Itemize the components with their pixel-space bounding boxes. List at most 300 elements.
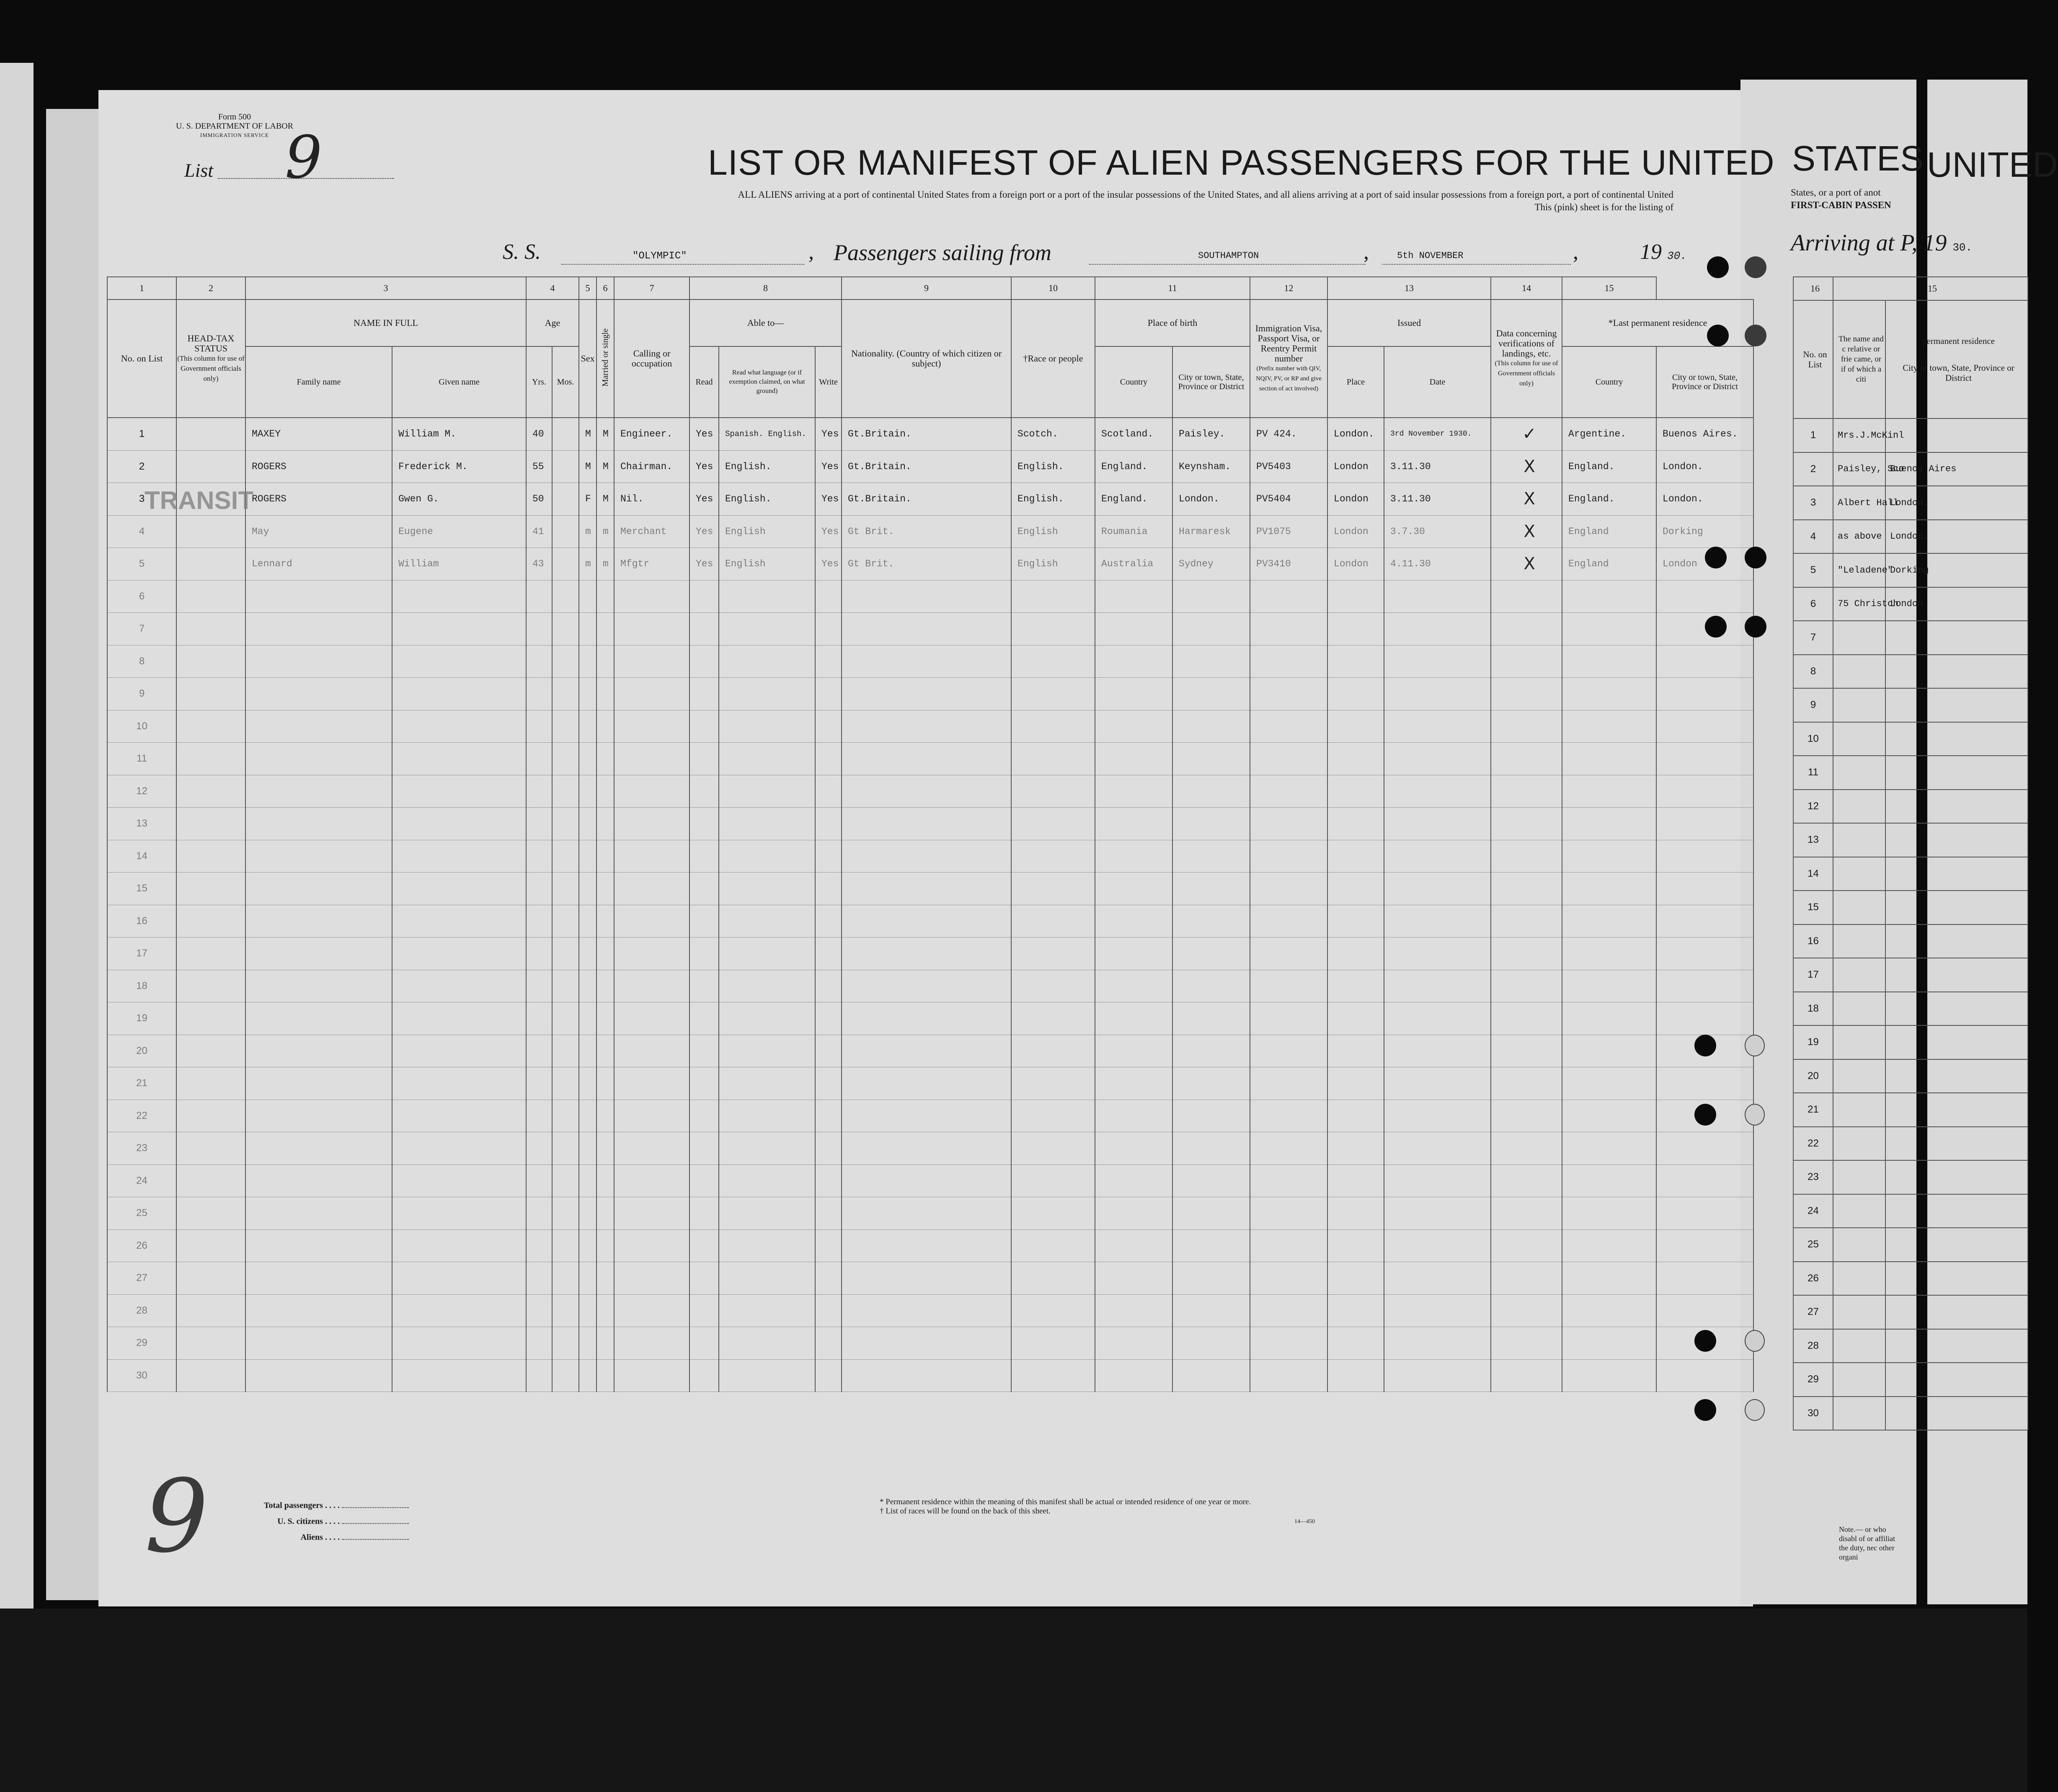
continuation-row: [1793, 688, 2028, 722]
continuation-city: [1885, 1059, 2028, 1093]
cell-head: [176, 678, 245, 710]
cell-res-country: England: [1562, 515, 1656, 548]
cell-check: [1491, 1359, 1562, 1392]
cell-head: [176, 450, 245, 483]
cell-nationality: [842, 873, 1011, 905]
continuation-row: [1793, 1127, 2028, 1161]
cell-date: [1384, 743, 1491, 775]
cell-language: [719, 970, 815, 1002]
header-row-1: [107, 300, 1753, 346]
cell-language: [719, 1067, 815, 1100]
cell-write: Yes: [815, 483, 842, 516]
cell-read: [689, 775, 719, 808]
continuation-relative: as above: [1833, 520, 1885, 554]
cell-no: 13: [107, 808, 176, 840]
cell-calling: [614, 1002, 689, 1035]
cell-no: 1: [107, 418, 176, 450]
arriving-label: Arriving at P, 19 30.: [1791, 230, 1973, 256]
cell-married: [596, 775, 614, 808]
col-num-4: 4: [526, 277, 579, 300]
cell-yrs: [526, 808, 552, 840]
cell-city: [1172, 1229, 1250, 1262]
cell-yrs: [526, 1067, 552, 1100]
cell-sex: [579, 1229, 596, 1262]
cell-mos: [552, 840, 579, 873]
continuation-city: [1885, 1329, 2028, 1363]
cell-nationality: Gt.Britain.: [842, 450, 1011, 483]
cell-write: [815, 1035, 842, 1067]
footnote-races: † List of races will be found on the back of this sheet.: [880, 1507, 1051, 1516]
cell-given: [392, 1002, 526, 1035]
year-prefix: 19: [1640, 240, 1662, 264]
cell-calling: Chairman.: [614, 450, 689, 483]
cell-no: 29: [107, 1327, 176, 1360]
continuation-row-number: 9: [1793, 688, 1833, 722]
cell-visa: [1250, 743, 1327, 775]
cell-sex: [579, 1197, 596, 1230]
continuation-row: [1793, 1059, 2028, 1093]
cell-no: 8: [107, 645, 176, 678]
cell-yrs: [526, 1165, 552, 1197]
continuation-city: London: [1885, 587, 2028, 621]
cell-res-country: [1562, 970, 1656, 1002]
cell-given: Gwen G.: [392, 483, 526, 516]
cell-res-country: [1562, 743, 1656, 775]
cell-yrs: [526, 1262, 552, 1295]
cell-no: 28: [107, 1294, 176, 1327]
cell-visa: [1250, 1165, 1327, 1197]
cell-race: [1011, 808, 1095, 840]
manifest-title-right: UNITED: [1927, 145, 2058, 184]
header-family-name: Family name: [245, 346, 392, 418]
continuation-relative: [1833, 891, 1885, 924]
cell-head: [176, 970, 245, 1002]
cell-calling: [614, 1359, 689, 1392]
table-row: [107, 1229, 1753, 1262]
cell-res-country: [1562, 580, 1656, 613]
table-row: [107, 450, 1753, 483]
intro-right-line-2: FIRST-CABIN PASSEN: [1791, 200, 1891, 210]
cell-visa: [1250, 1359, 1327, 1392]
manifest-title-continued: STATES: [1792, 139, 1924, 178]
cell-check: X: [1491, 515, 1562, 548]
continuation-header-row: [1793, 300, 2028, 418]
cell-res-country: [1562, 1359, 1656, 1392]
cell-city: Keynsham.: [1172, 450, 1250, 483]
cell-visa: [1250, 1067, 1327, 1100]
table-row: [107, 1359, 1753, 1392]
cell-write: [815, 937, 842, 970]
cell-read: [689, 970, 719, 1002]
cell-place: [1327, 580, 1384, 613]
cell-given: Frederick M.: [392, 450, 526, 483]
continuation-city: Buenos Aires: [1885, 452, 2028, 486]
cell-write: [815, 873, 842, 905]
cell-place: [1327, 808, 1384, 840]
punch-hole: [1694, 1104, 1716, 1126]
cell-no: 18: [107, 970, 176, 1002]
cell-read: [689, 905, 719, 937]
cell-country: [1095, 840, 1172, 873]
cell-language: [719, 873, 815, 905]
cell-yrs: [526, 1294, 552, 1327]
cell-check: [1491, 1035, 1562, 1067]
cell-read: [689, 1067, 719, 1100]
continuation-col-16: 16: [1793, 277, 1833, 300]
cell-sex: [579, 743, 596, 775]
cell-res-city: [1656, 580, 1753, 613]
cell-yrs: [526, 743, 552, 775]
cell-mos: [552, 1294, 579, 1327]
col-num-8: 8: [689, 277, 842, 300]
continuation-city: Dorking: [1885, 553, 2028, 587]
continuation-row-number: 17: [1793, 958, 1833, 992]
cell-read: Yes: [689, 548, 719, 581]
col-num-9: 9: [842, 277, 1011, 300]
port-line: [1089, 264, 1366, 265]
continuation-relative: [1833, 722, 1885, 756]
continuation-row-number: 18: [1793, 992, 1833, 1026]
cell-married: [596, 1002, 614, 1035]
cell-date: [1384, 580, 1491, 613]
table-row: [107, 1294, 1753, 1327]
cell-check: [1491, 1067, 1562, 1100]
port-name: SOUTHAMPTON: [1198, 250, 1259, 261]
cell-country: [1095, 808, 1172, 840]
cell-language: [719, 1002, 815, 1035]
cell-city: [1172, 1067, 1250, 1100]
cell-given: [392, 1100, 526, 1132]
col-num-15: 15: [1562, 277, 1656, 300]
cell-language: Spanish. English.: [719, 418, 815, 450]
cell-language: [719, 1229, 815, 1262]
footnote-residence: * Permanent residence within the meaning of this manifest shall be actual or intended residence of one year or more.: [880, 1498, 1251, 1506]
cell-married: [596, 1100, 614, 1132]
continuation-city: [1885, 958, 2028, 992]
cell-date: [1384, 1327, 1491, 1360]
cell-mos: [552, 418, 579, 450]
cell-married: [596, 1229, 614, 1262]
cell-nationality: [842, 678, 1011, 710]
cell-country: [1095, 678, 1172, 710]
continuation-city: [1885, 992, 2028, 1026]
cell-check: [1491, 905, 1562, 937]
punch-hole: [1745, 325, 1766, 346]
cell-date: [1384, 710, 1491, 743]
cell-given: Eugene: [392, 515, 526, 548]
cell-res-country: Argentine.: [1562, 418, 1656, 450]
cell-res-country: England.: [1562, 483, 1656, 516]
cell-family: [245, 743, 392, 775]
cell-mos: [552, 743, 579, 775]
table-row: [107, 873, 1753, 905]
cell-read: [689, 743, 719, 775]
cell-married: [596, 743, 614, 775]
cell-place: [1327, 1035, 1384, 1067]
cell-language: [719, 775, 815, 808]
cell-write: [815, 645, 842, 678]
continuation-row-number: 10: [1793, 722, 1833, 756]
continuation-city: [1885, 756, 2028, 790]
cell-write: Yes: [815, 450, 842, 483]
cell-check: [1491, 1165, 1562, 1197]
cell-race: [1011, 743, 1095, 775]
cell-check: X: [1491, 450, 1562, 483]
cell-mos: [552, 937, 579, 970]
cell-check: X: [1491, 483, 1562, 516]
continuation-header-residence: permanent residence City or town, State, Province or District: [1885, 300, 2028, 418]
header-given-name: Given name: [392, 346, 526, 418]
cell-sex: [579, 840, 596, 873]
cell-yrs: [526, 580, 552, 613]
cell-no: 10: [107, 710, 176, 743]
cell-head: [176, 808, 245, 840]
col-num-14: 14: [1491, 277, 1562, 300]
cell-check: [1491, 873, 1562, 905]
cell-head: [176, 1035, 245, 1067]
cell-date: [1384, 1229, 1491, 1262]
continuation-row-number: 1: [1793, 418, 1833, 452]
continuation-row-number: 13: [1793, 823, 1833, 857]
cell-head: [176, 1132, 245, 1165]
cell-country: [1095, 1197, 1172, 1230]
ss-label: S. S.: [503, 240, 541, 264]
col-num-1: 1: [107, 277, 176, 300]
header-no-on-list: No. on List: [107, 300, 176, 418]
cell-married: [596, 1327, 614, 1360]
cell-family: [245, 905, 392, 937]
ship-name: "OLYMPIC": [633, 250, 687, 262]
cell-head: [176, 743, 245, 775]
cell-res-city: [1656, 1294, 1753, 1327]
cell-nationality: [842, 645, 1011, 678]
cell-nationality: [842, 710, 1011, 743]
cell-race: [1011, 1294, 1095, 1327]
cell-calling: Mfgtr: [614, 548, 689, 581]
cell-country: Australia: [1095, 548, 1172, 581]
cell-res-city: [1656, 1359, 1753, 1392]
cell-res-country: [1562, 840, 1656, 873]
cell-res-country: [1562, 1165, 1656, 1197]
cell-family: [245, 1100, 392, 1132]
continuation-relative: [1833, 756, 1885, 790]
cell-city: [1172, 743, 1250, 775]
cell-res-country: [1562, 1067, 1656, 1100]
continuation-relative: [1833, 1329, 1885, 1363]
cell-visa: PV1075: [1250, 515, 1327, 548]
cell-country: [1095, 873, 1172, 905]
cell-city: [1172, 873, 1250, 905]
continuation-row-number: 21: [1793, 1093, 1833, 1127]
cell-check: [1491, 775, 1562, 808]
cell-country: [1095, 937, 1172, 970]
cell-city: [1172, 808, 1250, 840]
header-issued-place: Place: [1327, 346, 1384, 418]
cell-nationality: [842, 743, 1011, 775]
cell-visa: [1250, 775, 1327, 808]
cell-nationality: [842, 1165, 1011, 1197]
cell-given: [392, 1197, 526, 1230]
cell-place: London: [1327, 483, 1384, 516]
cell-place: [1327, 1002, 1384, 1035]
cell-read: [689, 1035, 719, 1067]
cell-nationality: Gt.Britain.: [842, 418, 1011, 450]
continuation-row-number: 3: [1793, 486, 1833, 520]
cell-city: [1172, 937, 1250, 970]
cell-visa: [1250, 1132, 1327, 1165]
cell-calling: [614, 1067, 689, 1100]
cell-calling: [614, 970, 689, 1002]
continuation-column-number-row: [1793, 277, 2028, 300]
continuation-row: [1793, 756, 2028, 790]
cell-res-country: [1562, 1002, 1656, 1035]
date-line: [1382, 264, 1571, 265]
cell-sex: [579, 1067, 596, 1100]
continuation-row: [1793, 958, 2028, 992]
continuation-city: [1885, 688, 2028, 722]
continuation-row: [1793, 553, 2028, 587]
punch-hole: [1745, 256, 1766, 278]
cell-place: [1327, 1229, 1384, 1262]
cell-write: [815, 1100, 842, 1132]
header-age: Age: [526, 300, 579, 346]
cell-family: ROGERS: [245, 450, 392, 483]
cell-write: Yes: [815, 515, 842, 548]
cell-date: [1384, 1262, 1491, 1295]
continuation-row-number: 24: [1793, 1194, 1833, 1228]
continuation-city: [1885, 1262, 2028, 1296]
cell-mos: [552, 1262, 579, 1295]
cell-calling: [614, 840, 689, 873]
cell-race: [1011, 710, 1095, 743]
cell-nationality: [842, 1327, 1011, 1360]
cell-no: 30: [107, 1359, 176, 1392]
cell-res-city: [1656, 808, 1753, 840]
cell-head: [176, 645, 245, 678]
cell-res-country: [1562, 873, 1656, 905]
continuation-city: [1885, 790, 2028, 824]
handwritten-list-number: 9: [145, 1458, 209, 1575]
cell-nationality: Gt Brit.: [842, 515, 1011, 548]
continuation-row-number: 16: [1793, 924, 1833, 958]
cell-res-country: [1562, 710, 1656, 743]
cell-write: [815, 1229, 842, 1262]
cell-nationality: [842, 937, 1011, 970]
cell-calling: [614, 613, 689, 646]
cell-mos: [552, 1100, 579, 1132]
cell-date: [1384, 1067, 1491, 1100]
cell-res-country: [1562, 808, 1656, 840]
cell-city: London.: [1172, 483, 1250, 516]
cell-given: [392, 1035, 526, 1067]
cell-married: [596, 1359, 614, 1392]
cell-calling: [614, 710, 689, 743]
cell-language: [719, 1294, 815, 1327]
cell-calling: [614, 1294, 689, 1327]
cell-mos: [552, 1035, 579, 1067]
cell-res-city: London.: [1656, 450, 1753, 483]
cell-place: [1327, 1327, 1384, 1360]
cell-check: [1491, 1132, 1562, 1165]
cell-married: [596, 1067, 614, 1100]
cell-nationality: [842, 1132, 1011, 1165]
table-row: [107, 515, 1753, 548]
header-issued-date: Date: [1384, 346, 1491, 418]
cell-write: [815, 775, 842, 808]
cell-given: [392, 710, 526, 743]
cell-city: [1172, 1197, 1250, 1230]
continuation-row-number: 29: [1793, 1363, 1833, 1397]
cell-place: [1327, 1359, 1384, 1392]
cell-family: [245, 678, 392, 710]
cell-married: [596, 840, 614, 873]
cell-mos: [552, 1229, 579, 1262]
cell-mos: [552, 1132, 579, 1165]
cell-city: Harmaresk: [1172, 515, 1250, 548]
cell-race: [1011, 1197, 1095, 1230]
cell-nationality: [842, 580, 1011, 613]
continuation-row: [1793, 722, 2028, 756]
cell-visa: [1250, 613, 1327, 646]
cell-family: [245, 1229, 392, 1262]
cell-res-city: London: [1656, 548, 1753, 581]
cell-family: [245, 645, 392, 678]
cell-head: [176, 1327, 245, 1360]
cell-place: [1327, 905, 1384, 937]
continuation-row-number: 25: [1793, 1228, 1833, 1262]
cell-visa: [1250, 970, 1327, 1002]
cell-mos: [552, 450, 579, 483]
cell-place: [1327, 710, 1384, 743]
cell-language: [719, 1100, 815, 1132]
cell-country: [1095, 710, 1172, 743]
table-row: [107, 483, 1753, 516]
cell-yrs: [526, 873, 552, 905]
continuation-row: [1793, 1363, 2028, 1397]
cell-head: [176, 1229, 245, 1262]
cell-country: [1095, 1002, 1172, 1035]
cell-city: [1172, 775, 1250, 808]
cell-no: 14: [107, 840, 176, 873]
continuation-row: [1793, 1329, 2028, 1363]
cell-no: 9: [107, 678, 176, 710]
cell-res-country: [1562, 1100, 1656, 1132]
cell-place: [1327, 840, 1384, 873]
cell-read: Yes: [689, 515, 719, 548]
table-row: [107, 548, 1753, 581]
cell-no: 15: [107, 873, 176, 905]
cell-check: [1491, 1327, 1562, 1360]
cell-married: [596, 645, 614, 678]
cell-check: [1491, 1262, 1562, 1295]
cell-place: [1327, 1197, 1384, 1230]
cell-visa: [1250, 937, 1327, 970]
cell-place: [1327, 1294, 1384, 1327]
continuation-row-number: 8: [1793, 655, 1833, 689]
cell-calling: [614, 1132, 689, 1165]
cell-married: [596, 873, 614, 905]
cell-nationality: [842, 808, 1011, 840]
continuation-row: [1793, 486, 2028, 520]
cell-race: [1011, 1359, 1095, 1392]
cell-country: [1095, 1067, 1172, 1100]
punch-hole: [1745, 1330, 1765, 1352]
cell-write: [815, 710, 842, 743]
header-visa: Immigration Visa, Passport Visa, or Reentry Permit number (Prefix number with QIV, NQIV, PV, or RP and give section of act involved): [1250, 300, 1327, 418]
cell-nationality: [842, 1035, 1011, 1067]
footer-totals: [264, 1498, 409, 1545]
arriving-year-prefix: 19: [1923, 230, 1947, 256]
